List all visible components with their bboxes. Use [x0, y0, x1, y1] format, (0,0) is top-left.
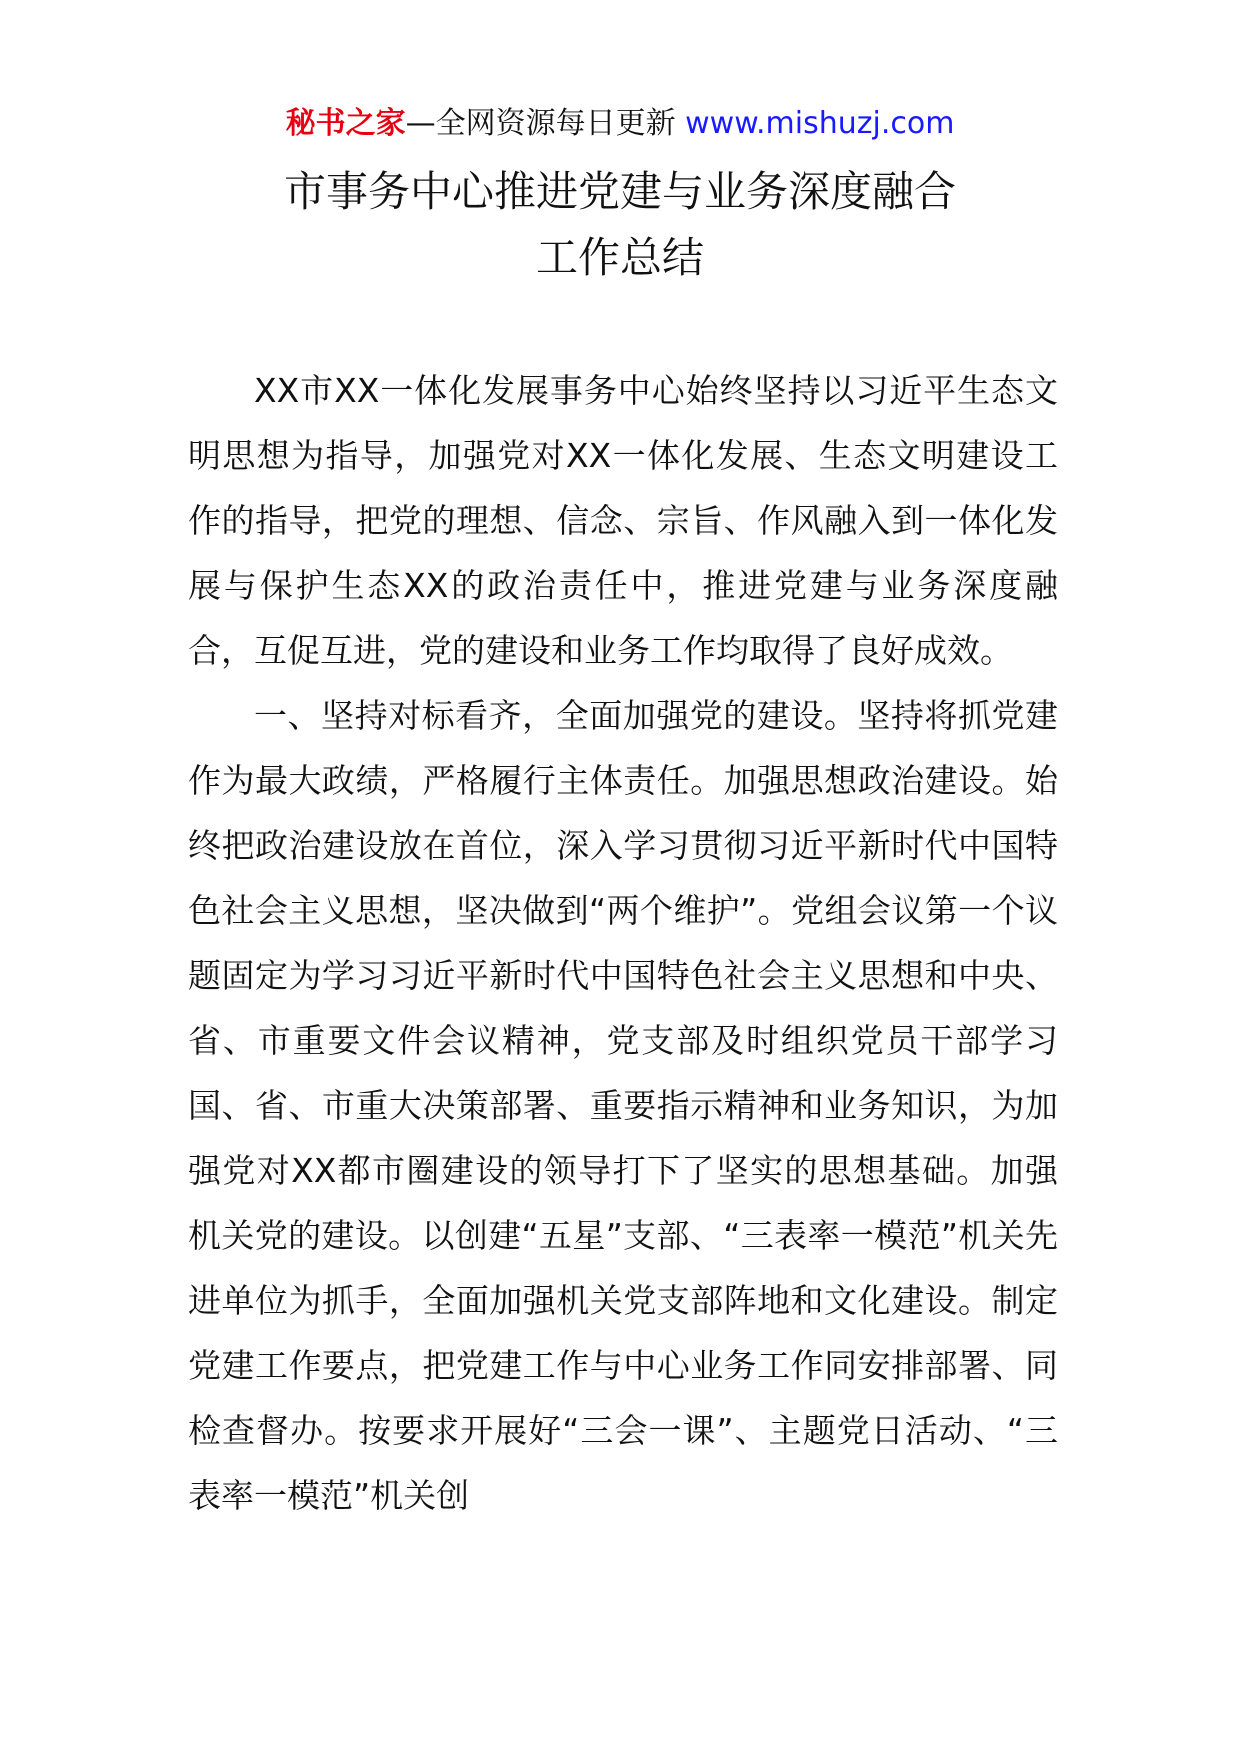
document-body — [188, 358, 1058, 1528]
paragraph-intro: XX市XX一体化发展事务中心始终坚持以习近平生态文明思想为指导，加强党对XX一体化发展、生态文明建设工作的指导，把党的理想、信念、宗旨、作风融入到一体化发展与保护生态XX的政治责任中，推进党建与业务深度融合，互促互进，党的建设和业务工作均取得了良好成效。 — [188, 371, 1058, 670]
document-title-line2: 工作总结 — [535, 233, 704, 282]
site-url[interactable]: www.mishuzj.com — [685, 106, 955, 141]
header-slogan: —全网资源每日更新 — [405, 106, 676, 141]
paragraph-section-one: 一、坚持对标看齐，全面加强党的建设。坚持将抓党建作为最大政绩，严格履行主体责任。加强思想政治建设。始终把政治建设放在首位，深入学习贯彻习近平新时代中国特色社会主义思想，坚决做到“两个维护”。党组会议第一个议题固定为学习习近平新时代中国特色社会主义思想和中央、省、市重要文件会议精神，党支部及时组织党员干部学习国、省、市重大决策部署、重要指示精神和业务知识，为加强党对XX都市圈建设的领导打下了坚实的思想基础。加强机关党的建设。以创建“五星”支部、“三表率一模范”机关先进单位为抓手，全面加强机关党支部阵地和文化建设。制定党建工作要点，把党建工作与中心业务工作同安排部署、同检查督办。按要求开展好“三会一课”、主题党日活动、“三表率一模范”机关创 — [188, 696, 1058, 1515]
brand-name: 秘书之家 — [285, 106, 406, 141]
document-title-line1: 市事务中心推进党建与业务深度融合 — [283, 167, 956, 216]
watermark-header — [0, 104, 1240, 144]
